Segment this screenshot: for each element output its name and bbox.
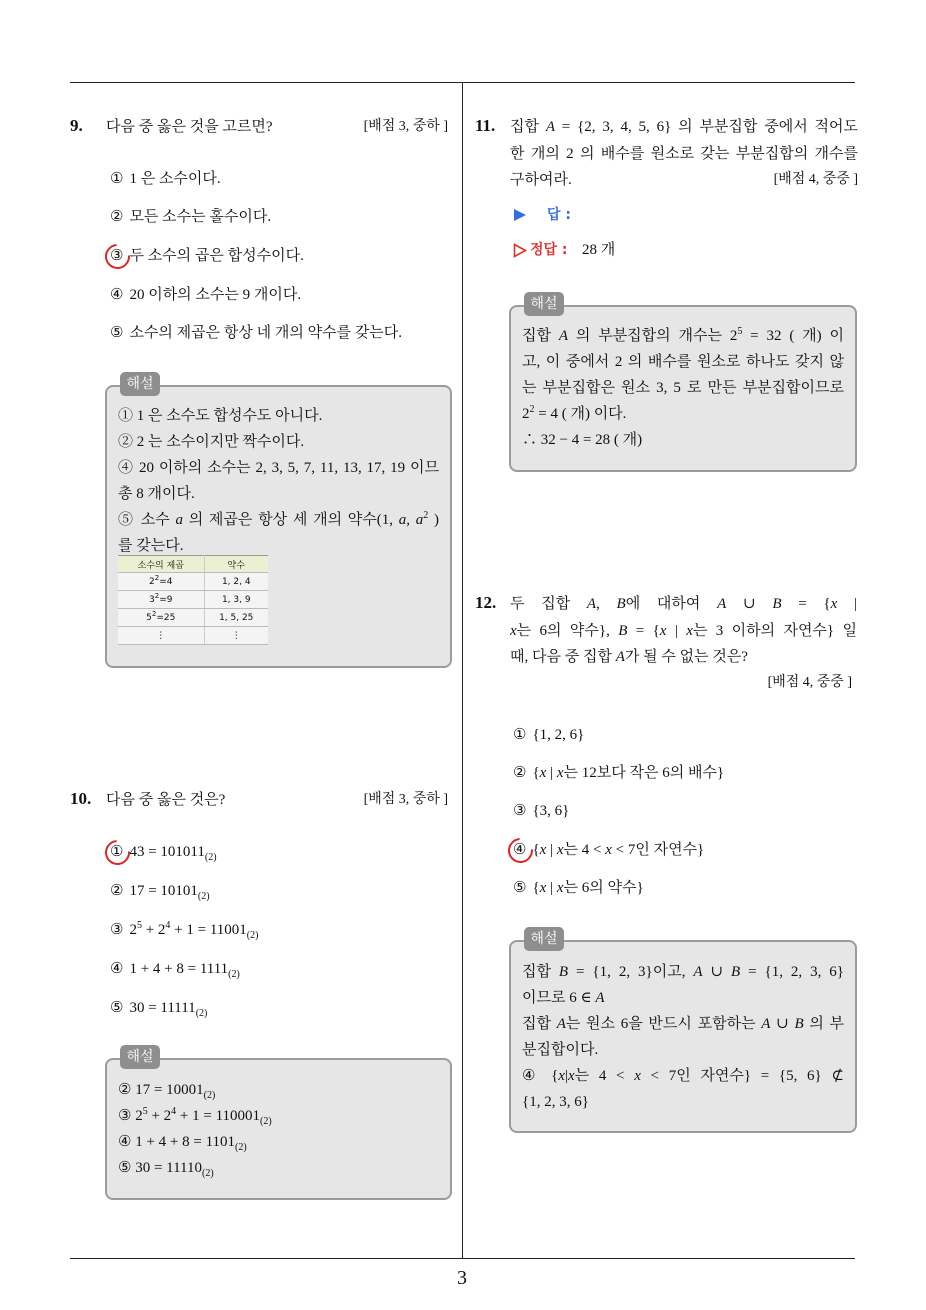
q12-option-1 — [513, 722, 584, 748]
math-variable: a — [415, 512, 424, 528]
text-run: < 7인 자연수} = {5, 6} ⊄ — [640, 1068, 844, 1084]
text-run: 의 부분집합의 개수는 2 — [568, 328, 738, 344]
math-variable: B — [731, 964, 741, 980]
q9-expl-line-1: ① 1 은 소수도 합성수도 아니다. — [118, 408, 323, 424]
subscript: (2) — [195, 1008, 208, 1019]
math-variable: B — [794, 1016, 804, 1032]
text-run: 의 부 — [803, 1016, 844, 1032]
explanation-lines — [522, 959, 844, 1115]
math-variable: A — [545, 119, 555, 135]
q10-option-1 — [110, 839, 217, 865]
table-row — [118, 591, 268, 609]
math-variable: x — [556, 880, 564, 896]
q11-expl-line-1 — [522, 323, 844, 349]
option-mark: ① — [110, 171, 124, 187]
q10-number: 10. — [70, 789, 92, 808]
text-run: ⑤ 30 = 11110 — [118, 1160, 202, 1176]
text-run: = { — [627, 623, 660, 639]
math-variable: B — [558, 964, 569, 980]
option-mark: ② — [110, 209, 124, 225]
subscript: (2) — [260, 1116, 272, 1127]
text-run: | — [546, 880, 557, 896]
q11-number: 11. — [475, 116, 496, 135]
math-variable: x — [539, 880, 547, 896]
q9-expl-line-2: ② 2 는 소수이지만 짝수이다. — [118, 434, 305, 450]
text-run: (1, — [376, 512, 399, 528]
subscript: (2) — [202, 1168, 214, 1179]
math-variable: A — [615, 649, 625, 665]
q11-prompt-line-3: 구하여라. — [510, 172, 572, 188]
math-variable: a — [175, 512, 183, 528]
q10-option-2 — [110, 878, 210, 904]
text-run: + 1 = 110001 — [176, 1108, 261, 1124]
prime-square-table — [118, 555, 268, 645]
table-cell — [118, 573, 204, 591]
option-mark: ④ — [110, 287, 124, 303]
q12-prompt-line-1 — [510, 591, 857, 617]
table-header-cell: 소수의 제곱 — [118, 556, 204, 573]
text-run: = 4 ( 개) 이다. — [534, 406, 627, 422]
table-cell: 1, 5, 25 — [204, 609, 268, 627]
table-header-cell: 약수 — [204, 556, 268, 573]
q11-expl-line-2: 고, 이 중에서 2 의 배수를 원소로 하나도 갖지 않 — [522, 354, 844, 370]
q10-option-4-text — [129, 961, 240, 980]
q10-option-3-text — [129, 920, 259, 941]
q12-expl-line-5 — [522, 1063, 844, 1089]
math-variable: A — [586, 596, 597, 612]
text-run: 는 원소 6을 반드시 포함하는 — [565, 1016, 762, 1032]
text-run: , — [406, 512, 416, 528]
q10-prompt: 다음 중 옳은 것은? — [106, 792, 226, 808]
table-cell: ⋮ — [204, 627, 268, 645]
option-mark: ⑤ — [513, 880, 527, 896]
q10-option-2-text — [129, 883, 210, 902]
table-result: =9 — [159, 594, 173, 605]
math-variable: x — [556, 842, 564, 858]
q12-expl-line-1 — [522, 959, 844, 985]
text-run: { — [532, 765, 540, 781]
math-variable: A — [761, 1016, 771, 1032]
text-run: {1, 2, 6} — [532, 727, 585, 743]
table-cell: 1, 3, 9 — [204, 591, 268, 609]
subscript: (2) — [228, 969, 240, 980]
q11-prompt-line-2: 한 개의 2 의 배수를 원소로 갖는 부분집합의 개수를 — [510, 146, 858, 162]
text-run: 는 4 < — [563, 842, 606, 858]
math-variable: x — [605, 842, 612, 858]
math-variable: B — [616, 596, 626, 612]
q12-prompt-line-2 — [510, 618, 857, 644]
q10-option-3 — [110, 917, 258, 943]
text-run: 는 3 이하의 자연수} 일 — [692, 623, 857, 639]
table-cell — [118, 609, 204, 627]
column-divider — [462, 82, 463, 1258]
text-run: | — [666, 623, 687, 639]
text-run: < 7인 자연수} — [611, 842, 705, 858]
solution-triangle-outline-icon — [513, 243, 527, 258]
text-run: 에 대하여 — [625, 596, 718, 612]
q12-option-1-text — [532, 727, 584, 743]
explanation-lines — [118, 403, 439, 645]
q12-option-5-text — [532, 880, 643, 896]
table-cell — [118, 627, 204, 645]
table-base: ⋮ — [156, 630, 166, 641]
text-run: { — [532, 842, 540, 858]
text-run: ∪ — [702, 964, 732, 980]
superscript: 2 — [154, 591, 160, 600]
superscript: 5 — [136, 920, 142, 931]
text-run: ∪ — [726, 596, 773, 612]
text-run: 는 6의 약수}, — [516, 623, 619, 639]
q9-explanation-box — [105, 376, 452, 668]
q12-number: 12. — [475, 593, 497, 612]
q10-option-5 — [110, 995, 207, 1021]
q11-expl-line-5: ∴ 32 − 4 = 28 ( 개) — [522, 432, 643, 448]
table-row — [118, 609, 268, 627]
text-run: | — [564, 1068, 568, 1084]
text-run: ∪ — [770, 1016, 795, 1032]
q10-expl-line-2 — [118, 1103, 439, 1129]
superscript: 2 — [154, 573, 160, 582]
solution-label: 정답 : — [530, 242, 568, 258]
superscript: 4 — [165, 920, 171, 931]
text-run: 가 될 수 없는 것은? — [624, 649, 748, 665]
q12-expl-line-4: 분집합이다. — [522, 1042, 599, 1058]
math-variable: B — [618, 623, 628, 639]
text-run: {3, 6} — [532, 803, 570, 819]
math-variable: A — [556, 1016, 566, 1032]
text-run: { — [532, 880, 540, 896]
explanation-tab: 해설 — [524, 292, 564, 316]
text-run: + 2 — [147, 1108, 172, 1124]
option-mark: ⑤ — [110, 325, 124, 341]
text-run: 두 집합 — [510, 596, 587, 612]
explanation-lines — [522, 323, 844, 453]
math-variable: x — [558, 1068, 565, 1084]
option-mark: ⑤ — [110, 1000, 124, 1016]
q9-expl-line-4: 총 8 개이다. — [118, 486, 195, 502]
q10-expl-line-1 — [118, 1077, 439, 1103]
option-text: 두 소수의 곱은 합성수이다. — [129, 248, 304, 264]
q12-score: [배점 4, 중중 ] — [767, 675, 852, 690]
q9-option-1 — [110, 166, 221, 192]
text-run: | — [546, 842, 557, 858]
text-run: 집합 — [522, 1016, 557, 1032]
text-run: = {1, 2, 3}이고, — [568, 964, 694, 980]
math-variable: A — [693, 964, 703, 980]
table-base: 5 — [146, 612, 152, 623]
superscript: 2 — [529, 404, 535, 415]
explanation-tab: 해설 — [524, 927, 564, 951]
q12-option-4 — [513, 837, 704, 863]
q12-option-4-text — [532, 842, 704, 858]
q9-expl-line-3: ④ 20 이하의 소수는 2, 3, 5, 7, 11, 13, 17, 19 이므 — [118, 460, 439, 476]
text-run: 43 = 101011 — [129, 844, 205, 860]
q10-expl-line-3 — [118, 1129, 439, 1155]
superscript: 2 — [151, 609, 157, 618]
q11-explanation-box — [509, 296, 857, 472]
q10-explanation-box — [105, 1049, 452, 1200]
q9-prompt: 다음 중 옳은 것을 고르면? — [106, 119, 273, 135]
q9-option-4 — [110, 282, 301, 308]
option-mark: ③ — [110, 922, 124, 938]
subscript: (2) — [197, 891, 210, 902]
text-run: | — [546, 765, 557, 781]
text-run: ④ 1 + 4 + 8 = 1101 — [118, 1134, 236, 1150]
table-row — [118, 573, 268, 591]
q12-option-3-text — [532, 803, 569, 819]
q12-expl-line-6: {1, 2, 3, 6} — [522, 1094, 589, 1110]
q10-option-1-text — [129, 844, 217, 863]
option-mark: ④ — [513, 837, 526, 863]
q10-score: [배점 3, 중하 ] — [363, 792, 448, 807]
answer-triangle-icon — [513, 208, 527, 222]
superscript: 5 — [737, 326, 743, 337]
option-mark: ② — [110, 883, 124, 899]
q11-score: [배점 4, 중중 ] — [773, 172, 858, 187]
option-mark: ④ — [110, 961, 124, 977]
math-variable: x — [510, 623, 517, 639]
text-run: 의 제곱은 항상 세 개의 약수 — [182, 512, 377, 528]
table-header-row — [118, 556, 268, 573]
math-variable: B — [772, 596, 782, 612]
option-text: 20 이하의 소수는 9 개이다. — [129, 287, 302, 303]
q11-expl-line-3: 는 부분집합은 원소 3, 5 로 만든 부분집합이므로 — [522, 380, 844, 396]
text-run: = 32 ( 개) 이 — [742, 328, 844, 344]
math-variable: x — [830, 596, 838, 612]
explanation-tab: 해설 — [120, 1045, 160, 1069]
text-run: ② 17 = 10001 — [118, 1082, 204, 1098]
text-run: = {2, 3, 4, 5, 6} 의 부분집합 중에서 적어도 — [554, 119, 858, 135]
table-base: 3 — [149, 594, 155, 605]
q12-explanation-box — [509, 931, 857, 1133]
q10-expl-line-4 — [118, 1155, 439, 1181]
subscript: (2) — [235, 1142, 247, 1153]
page-number: 3 — [457, 1267, 467, 1289]
q11-prompt-line-1 — [510, 114, 858, 140]
q9-option-2 — [110, 204, 271, 230]
text-run: 때, 다음 중 집합 — [510, 649, 616, 665]
text-run: = { — [781, 596, 831, 612]
text-run: 1 + 4 + 8 = 1111 — [129, 961, 229, 977]
text-run: ⑤ 소수 — [118, 512, 176, 528]
text-run: 집합 — [510, 119, 546, 135]
text-run: = {1, 2, 3, 6} — [740, 964, 844, 980]
explanation-tab: 해설 — [120, 372, 160, 396]
math-variable: x — [686, 623, 693, 639]
text-run: 이므로 6 ∈ — [522, 990, 596, 1006]
option-text: 모든 소수는 홀수이다. — [129, 209, 272, 225]
explanation-lines — [118, 1077, 439, 1181]
q12-option-2 — [513, 760, 724, 786]
text-run: 30 = 11111 — [129, 1000, 196, 1016]
math-variable: x — [634, 1068, 641, 1084]
math-variable: A — [558, 328, 569, 344]
text-run: 17 = 10101 — [129, 883, 198, 899]
math-variable: x — [539, 765, 547, 781]
math-variable: x — [539, 842, 547, 858]
q10-option-5-text — [129, 1000, 208, 1019]
option-mark: ① — [513, 727, 527, 743]
table-cell: 1, 2, 4 — [204, 573, 268, 591]
q11-expl-line-4 — [522, 401, 844, 427]
math-variable: x — [659, 623, 667, 639]
superscript: 4 — [171, 1106, 177, 1117]
text-run: + 1 = 11001 — [170, 922, 247, 938]
text-run: 2 — [129, 922, 137, 938]
q9-expl-line-5 — [118, 507, 439, 533]
option-mark: ② — [513, 765, 527, 781]
text-run: 집합 — [522, 328, 559, 344]
option-mark: ③ — [513, 803, 527, 819]
table-result: =4 — [159, 576, 173, 587]
text-run: 는 6의 약수} — [563, 880, 644, 896]
q9-option-5 — [110, 320, 402, 346]
table-base: 2 — [149, 576, 155, 587]
subscript: (2) — [246, 930, 259, 941]
table-result: =25 — [156, 612, 176, 623]
q10-option-4 — [110, 956, 240, 982]
text-run: | — [837, 596, 857, 612]
text-run: ④ { — [522, 1068, 559, 1084]
answer-label: 답 : — [547, 207, 571, 223]
superscript: 2 — [423, 510, 429, 521]
option-mark: ① — [110, 839, 123, 865]
q9-option-3 — [110, 243, 304, 269]
text-run: ③ 2 — [118, 1108, 143, 1124]
math-variable: x — [567, 1068, 575, 1084]
math-variable: A — [717, 596, 727, 612]
option-text: 소수의 제곱은 항상 네 개의 약수를 갖는다. — [129, 325, 403, 341]
text-run: 는 4 < — [574, 1068, 635, 1084]
option-text: 1 은 소수이다. — [129, 171, 221, 187]
solution-value: 28 개 — [582, 242, 616, 258]
q9-score: [배점 3, 중하 ] — [363, 119, 448, 134]
text-run: 집합 — [522, 964, 559, 980]
q12-option-3 — [513, 798, 569, 824]
q12-option-5 — [513, 875, 644, 901]
bottom-rule — [70, 1258, 855, 1259]
math-variable: A — [595, 990, 605, 1006]
option-mark: ③ — [110, 243, 123, 269]
math-variable: a — [398, 512, 407, 528]
subscript: (2) — [203, 1090, 216, 1101]
math-variable: x — [556, 765, 564, 781]
text-run: + 2 — [141, 922, 166, 938]
text-run: 는 12보다 작은 6의 배수} — [563, 765, 725, 781]
table-row — [118, 627, 268, 645]
q9-expl-line-6: 를 갖는다. — [118, 538, 184, 554]
text-run: 2 — [522, 406, 530, 422]
table-cell — [118, 591, 204, 609]
q12-expl-line-2 — [522, 985, 844, 1011]
q12-prompt-line-3 — [510, 644, 748, 670]
superscript: 5 — [142, 1106, 148, 1117]
text-run: , — [596, 596, 617, 612]
q12-expl-line-3 — [522, 1011, 844, 1037]
q12-option-2-text — [532, 765, 724, 781]
text-run: ) — [428, 512, 439, 528]
q9-number: 9. — [70, 116, 83, 135]
subscript: (2) — [204, 852, 217, 863]
